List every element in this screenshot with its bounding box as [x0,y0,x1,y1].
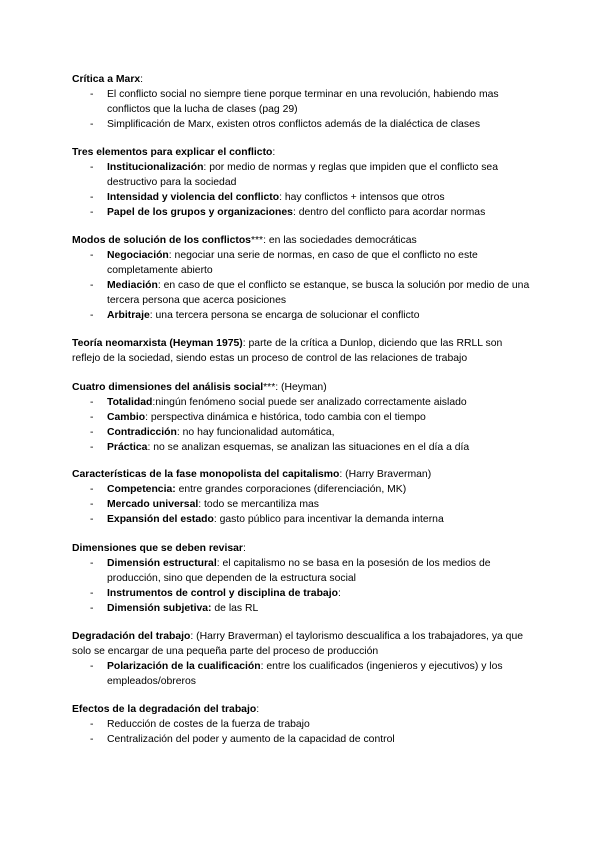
bullet-list [72,395,532,455]
section-cuatro-dimensiones [72,380,532,455]
section-modos-solucion [72,233,532,323]
list-item: - Arbitraje: una tercera persona se encarga de solucionar el conflicto [90,310,420,321]
section-heading: Degradación del trabajo: (Harry Braverman) el taylorismo descualifica a los trabajadores, ya que solo se encargar de una pequeña parte del proceso de producción [72,631,524,657]
list-item: - Papel de los grupos y organizaciones: dentro del conflicto para acordar normas [90,207,486,218]
section-heading: Crítica a Marx: [72,74,144,85]
list-item: - Negociación: negociar una serie de normas, en caso de que el conflicto no este completamente abierto [90,250,478,276]
list-item: - Práctica: no se analizan esquemas, se analizan las situaciones en el día a día [90,442,470,453]
list-item: - Polarización de la cualificación: entre los cualificados (ingenieros y ejecutivos) y los empleados/obreros [90,661,503,687]
list-item: - Cambio: perspectiva dinámica e histórica, todo cambia con el tiempo [90,412,426,423]
list-item: - Simplificación de Marx, existen otros conflictos además de la dialéctica de clases [90,119,481,130]
list-item: - El conflicto social no siempre tiene porque terminar en una revolución, habiendo mas conflictos que la lucha de clases (pag 29) [90,89,499,115]
list-item: - Totalidad:ningún fenómeno social puede ser analizado correctamente aislado [90,397,467,408]
section-teoria-neomarxista [72,336,532,366]
section-dimensiones-revisar [72,541,532,616]
section-heading: Dimensiones que se deben revisar: [72,543,246,554]
list-item: - Expansión del estado: gasto público para incentivar la demanda interna [90,514,444,525]
section-heading: Cuatro dimensiones del análisis social***: (Heyman) [72,382,327,393]
list-item: - Dimensión estructural: el capitalismo no se basa en la posesión de los medios de producción, sino que dependen de la estructura social [90,558,491,584]
list-item: - Reducción de costes de la fuerza de trabajo [90,719,310,730]
section-heading: Modos de solución de los conflictos***: en las sociedades democráticas [72,235,417,246]
section-paragraph: Teoría neomarxista (Heyman 1975): parte de la crítica a Dunlop, diciendo que las RRLL son reflejo de la sociedad, siendo estas un proceso de control de las relaciones de trabajo [72,338,503,364]
section-heading: Efectos de la degradación del trabajo: [72,704,260,715]
list-item: - Centralización del poder y aumento de la capacidad de control [90,734,395,745]
section-efectos-degradacion [72,702,532,747]
bullet-list [72,556,532,616]
section-heading: Características de la fase monopolista del capitalismo: (Harry Braverman) [72,469,432,480]
section-degradacion-trabajo [72,629,532,689]
bullet-list [72,482,532,527]
section-tres-elementos [72,145,532,220]
section-fase-monopolista [72,467,532,527]
list-item: - Intensidad y violencia del conflicto: hay conflictos + intensos que otros [90,192,445,203]
section-heading: Tres elementos para explicar el conflicto: [72,147,276,158]
bullet-list [72,160,532,220]
list-item: - Mercado universal: todo se mercantiliza mas [90,499,319,510]
bullet-list [72,717,532,747]
section-critica-marx [72,72,532,132]
list-item: - Instrumentos de control y disciplina de trabajo: [90,588,341,599]
list-item: - Dimensión subjetiva: de las RL [90,603,259,614]
bullet-list [72,248,532,323]
list-item: - Contradicción: no hay funcionalidad automática, [90,427,335,438]
list-item: - Competencia: entre grandes corporaciones (diferenciación, MK) [90,484,407,495]
list-item: - Institucionalización: por medio de normas y reglas que impiden que el conflicto sea destructivo para la sociedad [90,162,498,188]
list-item: - Mediación: en caso de que el conflicto se estanque, se busca la solución por medio de una tercera persona que acerca posiciones [90,280,530,306]
bullet-list [72,87,532,132]
bullet-list [72,659,532,689]
